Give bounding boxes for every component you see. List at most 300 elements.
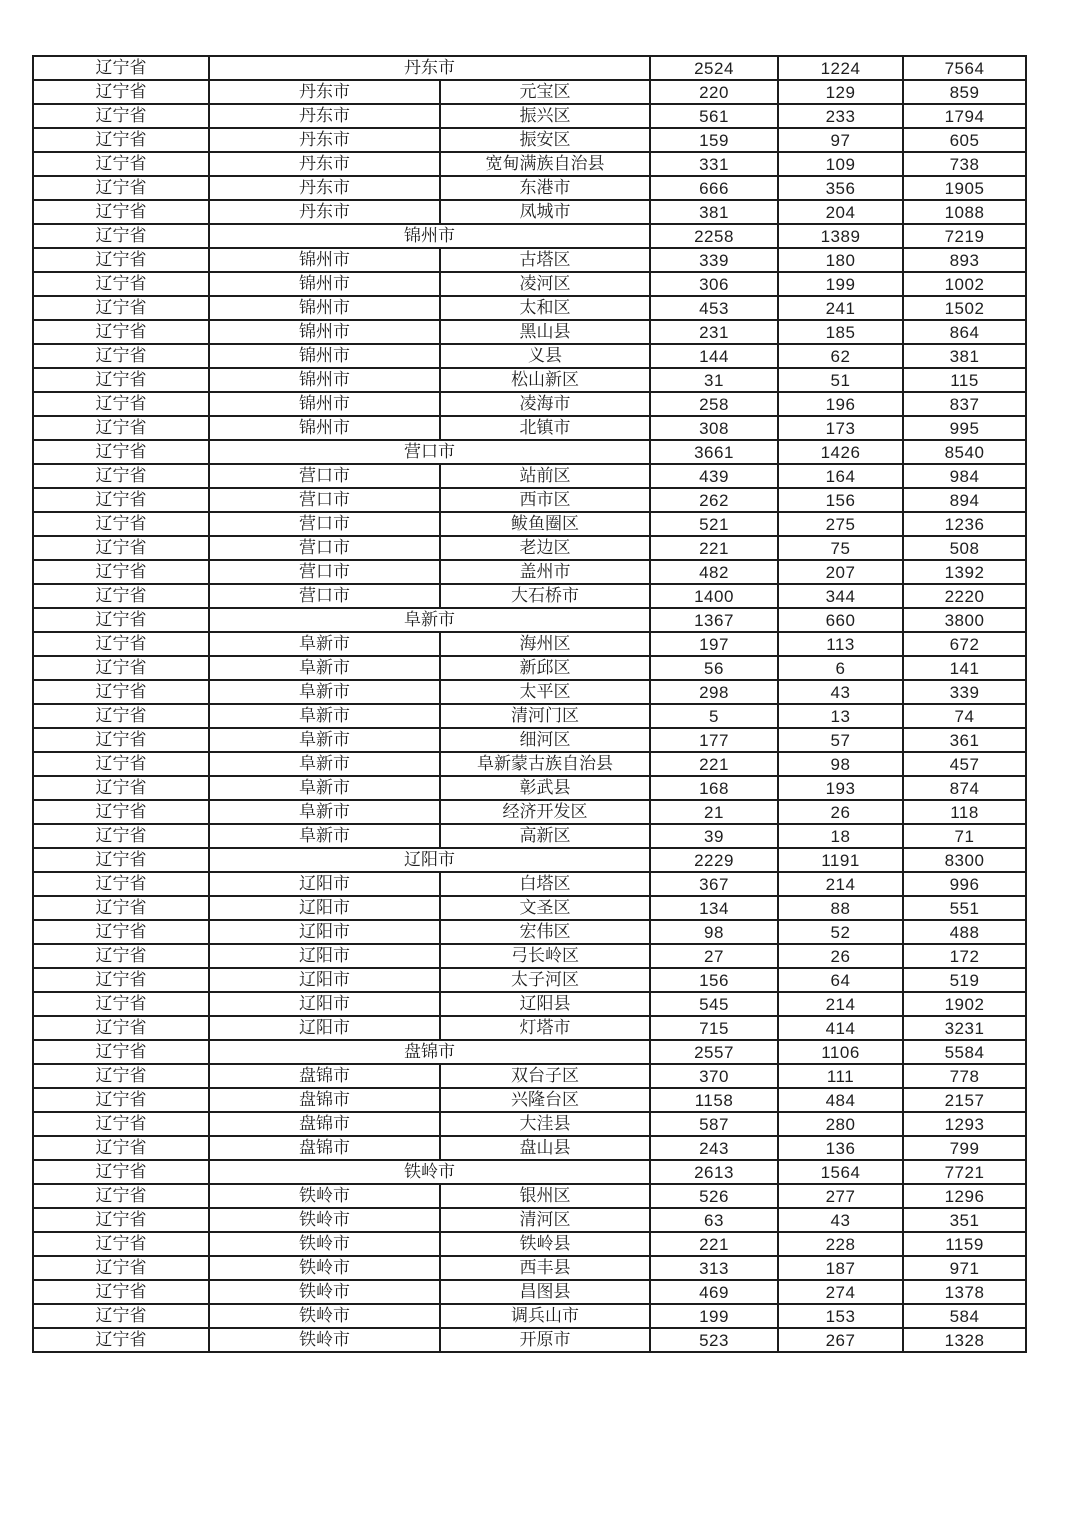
district-row bbox=[33, 536, 1026, 560]
value-3-cell: 71 bbox=[903, 824, 1026, 848]
district-cell: 文圣区 bbox=[440, 896, 650, 920]
province-cell: 辽宁省 bbox=[33, 1160, 209, 1184]
value-3-cell: 778 bbox=[903, 1064, 1026, 1088]
city-cell: 丹东市 bbox=[209, 152, 440, 176]
province-cell: 辽宁省 bbox=[33, 296, 209, 320]
province-cell: 辽宁省 bbox=[33, 56, 209, 80]
value-2-cell: 214 bbox=[778, 872, 903, 896]
district-cell: 辽阳县 bbox=[440, 992, 650, 1016]
region-statistics-table bbox=[32, 55, 1027, 1353]
value-1-cell: 63 bbox=[650, 1208, 778, 1232]
district-cell: 弓长岭区 bbox=[440, 944, 650, 968]
city-cell: 阜新市 bbox=[209, 800, 440, 824]
value-2-cell: 1389 bbox=[778, 224, 903, 248]
value-2-cell: 277 bbox=[778, 1184, 903, 1208]
value-2-cell: 233 bbox=[778, 104, 903, 128]
value-1-cell: 308 bbox=[650, 416, 778, 440]
district-row bbox=[33, 1208, 1026, 1232]
district-row bbox=[33, 632, 1026, 656]
district-row bbox=[33, 776, 1026, 800]
value-1-cell: 2524 bbox=[650, 56, 778, 80]
province-cell: 辽宁省 bbox=[33, 1040, 209, 1064]
city-cell: 辽阳市 bbox=[209, 920, 440, 944]
city-cell: 营口市 bbox=[209, 560, 440, 584]
city-cell: 辽阳市 bbox=[209, 1016, 440, 1040]
value-1-cell: 98 bbox=[650, 920, 778, 944]
value-2-cell: 193 bbox=[778, 776, 903, 800]
province-cell: 辽宁省 bbox=[33, 1136, 209, 1160]
value-1-cell: 2613 bbox=[650, 1160, 778, 1184]
district-row bbox=[33, 680, 1026, 704]
value-2-cell: 64 bbox=[778, 968, 903, 992]
value-3-cell: 3231 bbox=[903, 1016, 1026, 1040]
city-summary-row bbox=[33, 848, 1026, 872]
district-row bbox=[33, 704, 1026, 728]
district-row bbox=[33, 1304, 1026, 1328]
district-cell: 清河门区 bbox=[440, 704, 650, 728]
province-cell: 辽宁省 bbox=[33, 824, 209, 848]
district-cell: 开原市 bbox=[440, 1328, 650, 1352]
value-2-cell: 1106 bbox=[778, 1040, 903, 1064]
value-2-cell: 344 bbox=[778, 584, 903, 608]
value-1-cell: 521 bbox=[650, 512, 778, 536]
value-3-cell: 1378 bbox=[903, 1280, 1026, 1304]
value-1-cell: 39 bbox=[650, 824, 778, 848]
province-cell: 辽宁省 bbox=[33, 992, 209, 1016]
value-2-cell: 1224 bbox=[778, 56, 903, 80]
value-2-cell: 75 bbox=[778, 536, 903, 560]
value-1-cell: 370 bbox=[650, 1064, 778, 1088]
district-cell: 站前区 bbox=[440, 464, 650, 488]
value-3-cell: 351 bbox=[903, 1208, 1026, 1232]
value-3-cell: 1236 bbox=[903, 512, 1026, 536]
value-1-cell: 199 bbox=[650, 1304, 778, 1328]
province-cell: 辽宁省 bbox=[33, 728, 209, 752]
city-cell: 阜新市 bbox=[209, 680, 440, 704]
value-1-cell: 561 bbox=[650, 104, 778, 128]
province-cell: 辽宁省 bbox=[33, 848, 209, 872]
value-1-cell: 243 bbox=[650, 1136, 778, 1160]
province-cell: 辽宁省 bbox=[33, 704, 209, 728]
value-3-cell: 995 bbox=[903, 416, 1026, 440]
city-cell: 锦州市 bbox=[209, 368, 440, 392]
province-cell: 辽宁省 bbox=[33, 680, 209, 704]
district-row bbox=[33, 464, 1026, 488]
province-cell: 辽宁省 bbox=[33, 392, 209, 416]
value-1-cell: 339 bbox=[650, 248, 778, 272]
district-cell: 西市区 bbox=[440, 488, 650, 512]
district-cell: 银州区 bbox=[440, 1184, 650, 1208]
district-cell: 振兴区 bbox=[440, 104, 650, 128]
district-row bbox=[33, 872, 1026, 896]
value-3-cell: 361 bbox=[903, 728, 1026, 752]
value-2-cell: 51 bbox=[778, 368, 903, 392]
value-1-cell: 5 bbox=[650, 704, 778, 728]
province-cell: 辽宁省 bbox=[33, 104, 209, 128]
district-row bbox=[33, 344, 1026, 368]
value-1-cell: 482 bbox=[650, 560, 778, 584]
district-row bbox=[33, 416, 1026, 440]
city-summary-row bbox=[33, 440, 1026, 464]
value-3-cell: 7564 bbox=[903, 56, 1026, 80]
city-merged-cell: 丹东市 bbox=[209, 56, 650, 80]
value-2-cell: 18 bbox=[778, 824, 903, 848]
value-2-cell: 98 bbox=[778, 752, 903, 776]
district-row bbox=[33, 656, 1026, 680]
value-2-cell: 180 bbox=[778, 248, 903, 272]
value-2-cell: 356 bbox=[778, 176, 903, 200]
value-2-cell: 1191 bbox=[778, 848, 903, 872]
value-1-cell: 220 bbox=[650, 80, 778, 104]
province-cell: 辽宁省 bbox=[33, 776, 209, 800]
city-merged-cell: 阜新市 bbox=[209, 608, 650, 632]
value-2-cell: 187 bbox=[778, 1256, 903, 1280]
district-row bbox=[33, 944, 1026, 968]
value-2-cell: 111 bbox=[778, 1064, 903, 1088]
city-cell: 辽阳市 bbox=[209, 992, 440, 1016]
value-2-cell: 484 bbox=[778, 1088, 903, 1112]
city-summary-row bbox=[33, 56, 1026, 80]
city-cell: 锦州市 bbox=[209, 272, 440, 296]
value-3-cell: 1002 bbox=[903, 272, 1026, 296]
district-row bbox=[33, 752, 1026, 776]
province-cell: 辽宁省 bbox=[33, 1184, 209, 1208]
province-cell: 辽宁省 bbox=[33, 920, 209, 944]
district-cell: 灯塔市 bbox=[440, 1016, 650, 1040]
value-3-cell: 74 bbox=[903, 704, 1026, 728]
district-row bbox=[33, 920, 1026, 944]
province-cell: 辽宁省 bbox=[33, 1112, 209, 1136]
province-cell: 辽宁省 bbox=[33, 152, 209, 176]
value-3-cell: 7721 bbox=[903, 1160, 1026, 1184]
district-cell: 新邱区 bbox=[440, 656, 650, 680]
value-1-cell: 27 bbox=[650, 944, 778, 968]
province-cell: 辽宁省 bbox=[33, 1016, 209, 1040]
district-row bbox=[33, 1256, 1026, 1280]
value-3-cell: 172 bbox=[903, 944, 1026, 968]
district-cell: 松山新区 bbox=[440, 368, 650, 392]
province-cell: 辽宁省 bbox=[33, 608, 209, 632]
city-cell: 阜新市 bbox=[209, 656, 440, 680]
value-1-cell: 156 bbox=[650, 968, 778, 992]
province-cell: 辽宁省 bbox=[33, 1304, 209, 1328]
city-cell: 丹东市 bbox=[209, 200, 440, 224]
province-cell: 辽宁省 bbox=[33, 128, 209, 152]
value-3-cell: 996 bbox=[903, 872, 1026, 896]
city-cell: 辽阳市 bbox=[209, 944, 440, 968]
district-row bbox=[33, 392, 1026, 416]
city-cell: 铁岭市 bbox=[209, 1304, 440, 1328]
district-row bbox=[33, 1184, 1026, 1208]
value-2-cell: 136 bbox=[778, 1136, 903, 1160]
value-3-cell: 874 bbox=[903, 776, 1026, 800]
city-cell: 阜新市 bbox=[209, 752, 440, 776]
value-2-cell: 275 bbox=[778, 512, 903, 536]
city-cell: 丹东市 bbox=[209, 80, 440, 104]
value-1-cell: 306 bbox=[650, 272, 778, 296]
value-1-cell: 159 bbox=[650, 128, 778, 152]
value-1-cell: 231 bbox=[650, 320, 778, 344]
city-cell: 营口市 bbox=[209, 488, 440, 512]
province-cell: 辽宁省 bbox=[33, 944, 209, 968]
province-cell: 辽宁省 bbox=[33, 800, 209, 824]
value-1-cell: 168 bbox=[650, 776, 778, 800]
district-row bbox=[33, 320, 1026, 344]
value-2-cell: 26 bbox=[778, 944, 903, 968]
value-1-cell: 221 bbox=[650, 1232, 778, 1256]
value-2-cell: 414 bbox=[778, 1016, 903, 1040]
value-2-cell: 241 bbox=[778, 296, 903, 320]
value-2-cell: 274 bbox=[778, 1280, 903, 1304]
district-row bbox=[33, 512, 1026, 536]
value-3-cell: 672 bbox=[903, 632, 1026, 656]
district-cell: 细河区 bbox=[440, 728, 650, 752]
city-cell: 阜新市 bbox=[209, 632, 440, 656]
province-cell: 辽宁省 bbox=[33, 512, 209, 536]
value-3-cell: 381 bbox=[903, 344, 1026, 368]
district-cell: 义县 bbox=[440, 344, 650, 368]
city-cell: 阜新市 bbox=[209, 704, 440, 728]
value-1-cell: 134 bbox=[650, 896, 778, 920]
province-cell: 辽宁省 bbox=[33, 248, 209, 272]
province-cell: 辽宁省 bbox=[33, 1256, 209, 1280]
value-3-cell: 1328 bbox=[903, 1328, 1026, 1352]
value-2-cell: 6 bbox=[778, 656, 903, 680]
city-cell: 盘锦市 bbox=[209, 1112, 440, 1136]
value-1-cell: 666 bbox=[650, 176, 778, 200]
province-cell: 辽宁省 bbox=[33, 416, 209, 440]
district-cell: 西丰县 bbox=[440, 1256, 650, 1280]
district-cell: 大洼县 bbox=[440, 1112, 650, 1136]
province-cell: 辽宁省 bbox=[33, 752, 209, 776]
province-cell: 辽宁省 bbox=[33, 272, 209, 296]
district-row bbox=[33, 728, 1026, 752]
district-row bbox=[33, 824, 1026, 848]
value-2-cell: 214 bbox=[778, 992, 903, 1016]
province-cell: 辽宁省 bbox=[33, 1280, 209, 1304]
district-row bbox=[33, 1112, 1026, 1136]
value-2-cell: 228 bbox=[778, 1232, 903, 1256]
district-cell: 宏伟区 bbox=[440, 920, 650, 944]
district-cell: 元宝区 bbox=[440, 80, 650, 104]
district-cell: 彰武县 bbox=[440, 776, 650, 800]
value-1-cell: 545 bbox=[650, 992, 778, 1016]
value-1-cell: 469 bbox=[650, 1280, 778, 1304]
value-1-cell: 331 bbox=[650, 152, 778, 176]
value-3-cell: 8300 bbox=[903, 848, 1026, 872]
district-cell: 高新区 bbox=[440, 824, 650, 848]
district-cell: 振安区 bbox=[440, 128, 650, 152]
district-cell: 鲅鱼圈区 bbox=[440, 512, 650, 536]
district-cell: 昌图县 bbox=[440, 1280, 650, 1304]
city-cell: 铁岭市 bbox=[209, 1256, 440, 1280]
value-2-cell: 267 bbox=[778, 1328, 903, 1352]
value-3-cell: 551 bbox=[903, 896, 1026, 920]
value-3-cell: 508 bbox=[903, 536, 1026, 560]
district-cell: 海州区 bbox=[440, 632, 650, 656]
city-summary-row bbox=[33, 1040, 1026, 1064]
district-row bbox=[33, 176, 1026, 200]
value-1-cell: 523 bbox=[650, 1328, 778, 1352]
value-1-cell: 381 bbox=[650, 200, 778, 224]
city-cell: 阜新市 bbox=[209, 824, 440, 848]
district-cell: 大石桥市 bbox=[440, 584, 650, 608]
district-row bbox=[33, 1280, 1026, 1304]
district-cell: 太子河区 bbox=[440, 968, 650, 992]
district-row bbox=[33, 584, 1026, 608]
value-3-cell: 1296 bbox=[903, 1184, 1026, 1208]
city-cell: 辽阳市 bbox=[209, 896, 440, 920]
city-cell: 营口市 bbox=[209, 512, 440, 536]
value-1-cell: 197 bbox=[650, 632, 778, 656]
district-row bbox=[33, 800, 1026, 824]
value-2-cell: 129 bbox=[778, 80, 903, 104]
value-3-cell: 2220 bbox=[903, 584, 1026, 608]
city-cell: 锦州市 bbox=[209, 392, 440, 416]
district-cell: 兴隆台区 bbox=[440, 1088, 650, 1112]
district-row bbox=[33, 80, 1026, 104]
district-row bbox=[33, 1232, 1026, 1256]
value-3-cell: 457 bbox=[903, 752, 1026, 776]
value-3-cell: 519 bbox=[903, 968, 1026, 992]
value-3-cell: 118 bbox=[903, 800, 1026, 824]
city-merged-cell: 锦州市 bbox=[209, 224, 650, 248]
district-cell: 太和区 bbox=[440, 296, 650, 320]
district-row bbox=[33, 560, 1026, 584]
city-summary-row bbox=[33, 608, 1026, 632]
value-2-cell: 280 bbox=[778, 1112, 903, 1136]
value-2-cell: 156 bbox=[778, 488, 903, 512]
district-cell: 凌海市 bbox=[440, 392, 650, 416]
value-3-cell: 1502 bbox=[903, 296, 1026, 320]
city-cell: 盘锦市 bbox=[209, 1064, 440, 1088]
city-cell: 锦州市 bbox=[209, 344, 440, 368]
province-cell: 辽宁省 bbox=[33, 1328, 209, 1352]
district-cell: 盖州市 bbox=[440, 560, 650, 584]
city-merged-cell: 盘锦市 bbox=[209, 1040, 650, 1064]
district-cell: 凤城市 bbox=[440, 200, 650, 224]
province-cell: 辽宁省 bbox=[33, 656, 209, 680]
district-row bbox=[33, 1136, 1026, 1160]
value-3-cell: 584 bbox=[903, 1304, 1026, 1328]
district-row bbox=[33, 1016, 1026, 1040]
value-2-cell: 1426 bbox=[778, 440, 903, 464]
value-3-cell: 1905 bbox=[903, 176, 1026, 200]
value-3-cell: 799 bbox=[903, 1136, 1026, 1160]
province-cell: 辽宁省 bbox=[33, 224, 209, 248]
value-3-cell: 605 bbox=[903, 128, 1026, 152]
city-cell: 盘锦市 bbox=[209, 1136, 440, 1160]
value-1-cell: 221 bbox=[650, 752, 778, 776]
value-3-cell: 2157 bbox=[903, 1088, 1026, 1112]
city-cell: 锦州市 bbox=[209, 248, 440, 272]
province-cell: 辽宁省 bbox=[33, 344, 209, 368]
value-3-cell: 1902 bbox=[903, 992, 1026, 1016]
value-1-cell: 21 bbox=[650, 800, 778, 824]
province-cell: 辽宁省 bbox=[33, 1088, 209, 1112]
province-cell: 辽宁省 bbox=[33, 560, 209, 584]
value-2-cell: 660 bbox=[778, 608, 903, 632]
value-1-cell: 526 bbox=[650, 1184, 778, 1208]
value-3-cell: 893 bbox=[903, 248, 1026, 272]
province-cell: 辽宁省 bbox=[33, 968, 209, 992]
district-cell: 阜新蒙古族自治县 bbox=[440, 752, 650, 776]
value-2-cell: 57 bbox=[778, 728, 903, 752]
city-cell: 丹东市 bbox=[209, 128, 440, 152]
value-3-cell: 837 bbox=[903, 392, 1026, 416]
value-1-cell: 298 bbox=[650, 680, 778, 704]
city-summary-row bbox=[33, 224, 1026, 248]
district-row bbox=[33, 128, 1026, 152]
district-row bbox=[33, 200, 1026, 224]
province-cell: 辽宁省 bbox=[33, 368, 209, 392]
value-1-cell: 715 bbox=[650, 1016, 778, 1040]
value-1-cell: 177 bbox=[650, 728, 778, 752]
province-cell: 辽宁省 bbox=[33, 632, 209, 656]
province-cell: 辽宁省 bbox=[33, 464, 209, 488]
value-1-cell: 144 bbox=[650, 344, 778, 368]
value-3-cell: 1088 bbox=[903, 200, 1026, 224]
district-row bbox=[33, 1064, 1026, 1088]
city-cell: 阜新市 bbox=[209, 776, 440, 800]
city-merged-cell: 辽阳市 bbox=[209, 848, 650, 872]
value-3-cell: 5584 bbox=[903, 1040, 1026, 1064]
value-1-cell: 221 bbox=[650, 536, 778, 560]
province-cell: 辽宁省 bbox=[33, 536, 209, 560]
value-1-cell: 2557 bbox=[650, 1040, 778, 1064]
value-3-cell: 1159 bbox=[903, 1232, 1026, 1256]
city-summary-row bbox=[33, 1160, 1026, 1184]
city-cell: 铁岭市 bbox=[209, 1208, 440, 1232]
province-cell: 辽宁省 bbox=[33, 320, 209, 344]
value-1-cell: 1400 bbox=[650, 584, 778, 608]
city-cell: 营口市 bbox=[209, 464, 440, 488]
district-row bbox=[33, 1088, 1026, 1112]
value-2-cell: 1564 bbox=[778, 1160, 903, 1184]
district-cell: 凌河区 bbox=[440, 272, 650, 296]
value-2-cell: 153 bbox=[778, 1304, 903, 1328]
district-cell: 调兵山市 bbox=[440, 1304, 650, 1328]
district-cell: 清河区 bbox=[440, 1208, 650, 1232]
district-cell: 宽甸满族自治县 bbox=[440, 152, 650, 176]
district-row bbox=[33, 896, 1026, 920]
value-1-cell: 2229 bbox=[650, 848, 778, 872]
district-row bbox=[33, 104, 1026, 128]
city-cell: 营口市 bbox=[209, 584, 440, 608]
value-2-cell: 13 bbox=[778, 704, 903, 728]
city-cell: 铁岭市 bbox=[209, 1328, 440, 1352]
province-cell: 辽宁省 bbox=[33, 80, 209, 104]
value-2-cell: 88 bbox=[778, 896, 903, 920]
value-3-cell: 1392 bbox=[903, 560, 1026, 584]
province-cell: 辽宁省 bbox=[33, 488, 209, 512]
district-cell: 双台子区 bbox=[440, 1064, 650, 1088]
value-1-cell: 258 bbox=[650, 392, 778, 416]
value-1-cell: 453 bbox=[650, 296, 778, 320]
value-2-cell: 113 bbox=[778, 632, 903, 656]
value-1-cell: 56 bbox=[650, 656, 778, 680]
district-cell: 黑山县 bbox=[440, 320, 650, 344]
value-2-cell: 164 bbox=[778, 464, 903, 488]
city-cell: 铁岭市 bbox=[209, 1184, 440, 1208]
city-cell: 盘锦市 bbox=[209, 1088, 440, 1112]
value-3-cell: 738 bbox=[903, 152, 1026, 176]
value-2-cell: 43 bbox=[778, 1208, 903, 1232]
city-cell: 铁岭市 bbox=[209, 1232, 440, 1256]
value-2-cell: 97 bbox=[778, 128, 903, 152]
value-1-cell: 587 bbox=[650, 1112, 778, 1136]
district-row bbox=[33, 968, 1026, 992]
